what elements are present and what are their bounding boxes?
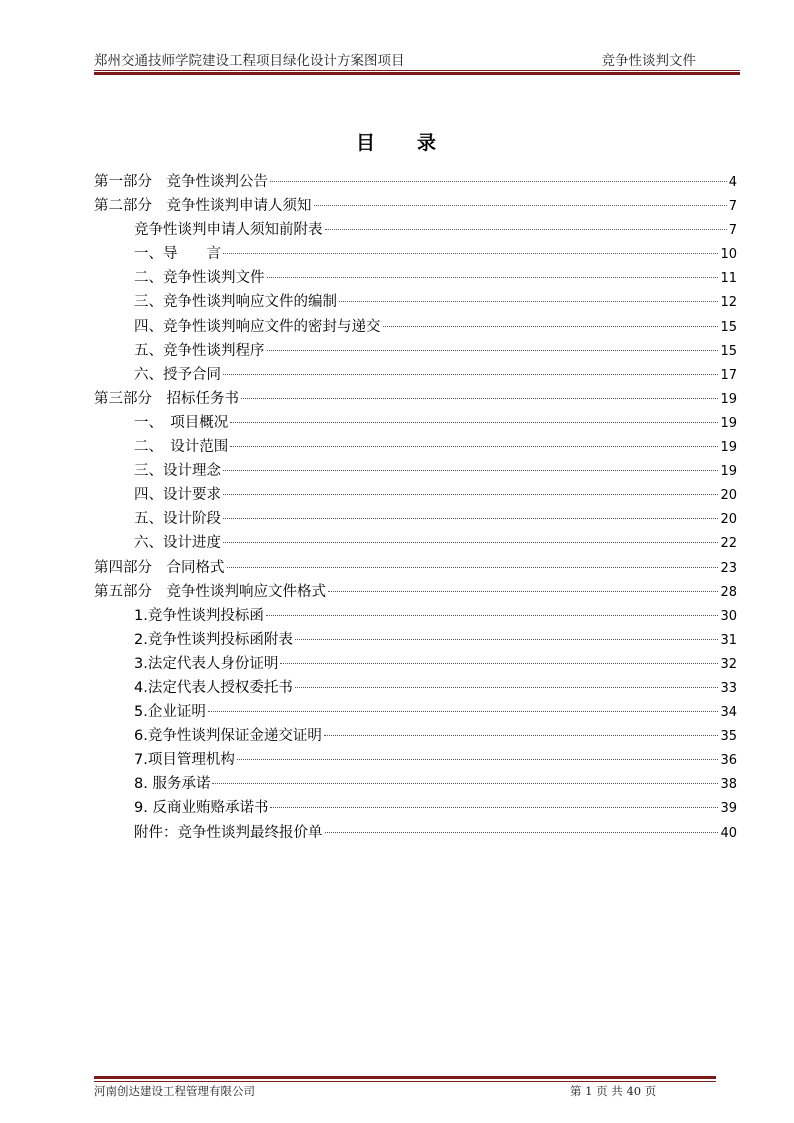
toc-entry[interactable] <box>94 459 737 483</box>
toc-entry-label: 6.竞争性谈判保证金递交证明 <box>134 728 322 745</box>
footer-rule-thick <box>94 1076 716 1079</box>
toc-entry[interactable] <box>94 290 737 314</box>
toc-entry[interactable] <box>94 315 737 339</box>
toc-entry[interactable] <box>94 821 737 845</box>
toc-leader-dots <box>241 397 718 399</box>
toc-entry-page: 12 <box>720 295 737 311</box>
toc-leader-dots <box>270 180 727 182</box>
toc-entry-label: 第三部分 招标任务书 <box>94 390 239 407</box>
toc-entry-label: 9. 反商业贿赂承诺书 <box>134 800 269 817</box>
toc-leader-dots <box>383 325 719 327</box>
toc-entry-page: 33 <box>720 680 737 696</box>
toc-entry[interactable] <box>94 242 737 266</box>
toc-entry-page: 15 <box>720 319 737 335</box>
toc-entry[interactable] <box>94 339 737 363</box>
toc-leader-dots <box>223 517 718 519</box>
toc-entry-page: 34 <box>720 705 737 721</box>
toc-leader-dots <box>325 228 727 230</box>
toc-entry-page: 4 <box>728 175 737 190</box>
toc-entry-page: 17 <box>720 367 737 383</box>
toc-entry-label: 二、 设计范围 <box>134 439 229 456</box>
toc-entry-label: 六、授予合同 <box>134 366 221 383</box>
header-document-type: 竞争性谈判文件 <box>601 53 696 69</box>
footer-page-info: 第 1 页 共 40 页 <box>570 1084 657 1098</box>
toc-entry-page: 38 <box>720 777 737 793</box>
table-of-contents <box>94 170 737 845</box>
toc-entry[interactable] <box>94 580 737 604</box>
toc-leader-dots <box>328 590 718 592</box>
toc-entry-page: 40 <box>720 825 737 841</box>
toc-entry-label: 五、竞争性谈判程序 <box>134 342 265 359</box>
toc-leader-dots <box>237 758 719 760</box>
toc-entry-page: 20 <box>720 512 737 528</box>
toc-leader-dots <box>324 734 719 736</box>
toc-entry[interactable] <box>94 507 737 531</box>
toc-entry[interactable] <box>94 604 737 628</box>
toc-leader-dots <box>270 806 718 808</box>
toc-entry-page: 30 <box>720 608 737 624</box>
toc-entry-page: 35 <box>720 729 737 745</box>
toc-leader-dots <box>295 638 719 640</box>
toc-leader-dots <box>230 421 718 423</box>
toc-entry[interactable] <box>94 628 737 652</box>
toc-entry-page: 23 <box>720 560 737 576</box>
toc-leader-dots <box>223 469 718 471</box>
toc-entry-page: 19 <box>720 391 737 407</box>
toc-entry-label: 四、设计要求 <box>134 487 221 504</box>
toc-title-char: 录 <box>417 132 439 154</box>
toc-entry-label: 二、竞争性谈判文件 <box>134 270 265 287</box>
header-rule-thick <box>94 72 740 75</box>
header-rule-thin <box>94 70 740 71</box>
footer-company: 河南创达建设工程管理有限公司 <box>94 1084 255 1098</box>
toc-entry-label: 4.法定代表人授权委托书 <box>134 679 293 696</box>
toc-entry[interactable] <box>94 266 737 290</box>
header-project-title: 郑州交通技师学院建设工程项目绿化设计方案图项目 <box>94 53 405 69</box>
toc-entry-page: 15 <box>720 343 737 359</box>
toc-entry[interactable] <box>94 363 737 387</box>
toc-entry-label: 第四部分 合同格式 <box>94 559 225 576</box>
toc-leader-dots <box>208 710 719 712</box>
toc-entry-label: 六、设计进度 <box>134 535 221 552</box>
toc-entry-page: 22 <box>720 536 737 552</box>
toc-entry-page: 36 <box>720 753 737 769</box>
toc-entry-label: 四、竞争性谈判响应文件的密封与递交 <box>134 318 381 335</box>
toc-entry[interactable] <box>94 194 737 218</box>
toc-leader-dots <box>230 445 718 447</box>
toc-entry-label: 一、 项目概况 <box>134 414 229 431</box>
toc-entry[interactable] <box>94 531 737 555</box>
toc-entry-label: 2.竞争性谈判投标函附表 <box>134 631 293 648</box>
toc-entry-label: 一、导 言 <box>134 246 221 263</box>
toc-entry[interactable] <box>94 483 737 507</box>
toc-entry-label: 第二部分 竞争性谈判申请人须知 <box>94 198 312 215</box>
toc-entry[interactable] <box>94 556 737 580</box>
toc-entry-page: 39 <box>720 801 737 817</box>
toc-entry-page: 31 <box>720 632 737 648</box>
toc-entry-label: 三、竞争性谈判响应文件的编制 <box>134 294 337 311</box>
toc-entry-label: 第五部分 竞争性谈判响应文件格式 <box>94 583 326 600</box>
toc-entry[interactable] <box>94 652 737 676</box>
toc-entry-label: 附件：竞争性谈判最终报价单 <box>134 824 323 841</box>
toc-entry[interactable] <box>94 218 737 242</box>
toc-entry[interactable] <box>94 676 737 700</box>
toc-entry-page: 19 <box>720 415 737 431</box>
toc-entry[interactable] <box>94 748 737 772</box>
toc-title-char: 目 <box>355 132 377 154</box>
footer-rule-thin <box>94 1081 716 1082</box>
toc-leader-dots <box>325 831 719 833</box>
toc-entry[interactable] <box>94 170 737 194</box>
toc-entry-page: 19 <box>720 440 737 456</box>
toc-entry-page: 7 <box>728 223 737 239</box>
toc-entry[interactable] <box>94 700 737 724</box>
toc-entry[interactable] <box>94 387 737 411</box>
toc-leader-dots <box>267 276 719 278</box>
toc-entry-page: 7 <box>728 199 737 215</box>
toc-entry-page: 19 <box>720 464 737 480</box>
toc-entry[interactable] <box>94 435 737 459</box>
toc-leader-dots <box>314 204 727 206</box>
toc-entry[interactable] <box>94 411 737 435</box>
toc-entry-page: 28 <box>720 584 737 600</box>
toc-entry-page: 10 <box>720 247 737 263</box>
toc-entry-label: 5.企业证明 <box>134 704 206 721</box>
toc-entry-label: 3.法定代表人身份证明 <box>134 655 279 672</box>
toc-entry-label: 7.项目管理机构 <box>134 752 235 769</box>
toc-leader-dots <box>223 493 718 495</box>
toc-leader-dots <box>223 541 718 543</box>
toc-leader-dots <box>266 614 719 616</box>
toc-entry-label: 五、设计阶段 <box>134 511 221 528</box>
toc-entry[interactable] <box>94 724 737 748</box>
toc-entry-label: 8. 服务承诺 <box>134 776 211 793</box>
toc-leader-dots <box>339 300 718 302</box>
toc-entry-label: 1.竞争性谈判投标函 <box>134 607 264 624</box>
toc-entry-label: 三、设计理念 <box>134 463 221 480</box>
toc-entry[interactable] <box>94 796 737 820</box>
toc-entry-page: 20 <box>720 488 737 504</box>
toc-leader-dots <box>280 662 718 664</box>
toc-title <box>0 128 794 155</box>
toc-entry-label: 竞争性谈判申请人须知前附表 <box>134 222 323 239</box>
toc-entry-label: 第一部分 竞争性谈判公告 <box>94 174 268 190</box>
toc-entry-page: 11 <box>720 271 737 287</box>
toc-leader-dots <box>295 686 719 688</box>
toc-leader-dots <box>267 349 719 351</box>
toc-leader-dots <box>223 373 718 375</box>
toc-entry[interactable] <box>94 772 737 796</box>
toc-leader-dots <box>227 566 719 568</box>
toc-leader-dots <box>212 782 718 784</box>
toc-leader-dots <box>223 252 718 254</box>
toc-entry-page: 32 <box>720 656 737 672</box>
